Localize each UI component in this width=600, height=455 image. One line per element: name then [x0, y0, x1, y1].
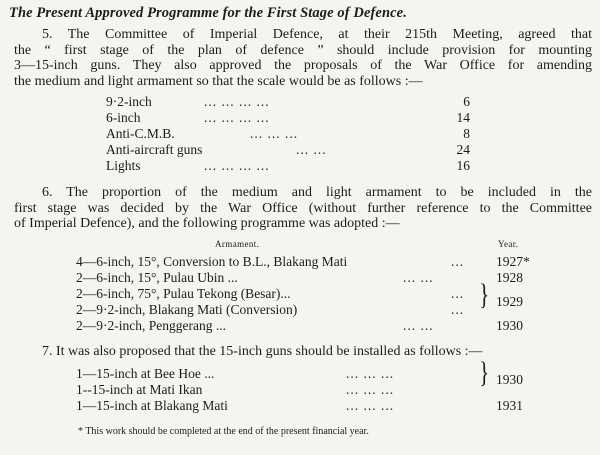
scale-label: Lights: [106, 158, 141, 173]
programme-year: 1930: [496, 318, 523, 333]
column-header-year: Year.: [498, 239, 519, 249]
programme-item: 2—6-inch, 75°, Pulau Tekong (Besar)...: [76, 286, 291, 301]
paragraph-5-line: the medium and light armament so that the scale would be as follows :—: [14, 73, 423, 89]
programme-leader: ...: [451, 254, 465, 269]
scale-label: 9·2-inch: [106, 94, 152, 109]
paragraph-5-line: the “ first stage of the plan of defence ” should include provision for mounting: [14, 42, 592, 58]
scale-row: [0, 110, 600, 125]
paragraph-5-line: 5. The Committee of Imperial Defence, at their 215th Meeting, agreed that: [42, 27, 592, 42]
programme-leader: ...: [451, 286, 465, 301]
scale-leader: ... ... ... ...: [204, 158, 270, 173]
footnote: * This work should be completed at the end of the present financial year.: [78, 426, 369, 437]
paragraph-6-line: first stage was decided by the War Office (without further reference to the Committee: [14, 200, 592, 216]
fifteen-inch-leader: ... ... ...: [346, 366, 395, 381]
scale-row: [0, 142, 600, 157]
paragraph-6: [14, 185, 592, 232]
paragraph-6-line: 6. The proportion of the medium and light armament to be included in the: [42, 185, 592, 200]
fifteen-inch-item: 1—15-inch at Bee Hoe ...: [76, 366, 215, 381]
scale-label: Anti-C.M.B.: [106, 126, 175, 141]
scale-value: 24: [456, 142, 470, 157]
section-heading: The Present Approved Programme for the First Stage of Defence.: [9, 5, 407, 21]
programme-leader: ... ...: [403, 318, 434, 333]
programme-leader: ... ...: [403, 270, 434, 285]
programme-row: [0, 318, 600, 333]
column-header-armament: Armament.: [215, 239, 260, 249]
bracket-year: 1930: [496, 372, 523, 387]
scale-row: [0, 158, 600, 173]
fifteen-inch-item: 1--15-inch at Mati Ikan: [76, 382, 203, 397]
paragraph-7: 7. It was also proposed that the 15-inch guns should be installed as follows :—: [42, 344, 483, 359]
paragraph-5: [14, 27, 592, 89]
fifteen-inch-item: 1—15-inch at Blakang Mati: [76, 398, 228, 413]
fifteen-inch-year: 1931: [496, 398, 523, 413]
programme-year: 1927*: [496, 254, 530, 269]
scale-leader: ... ... ... ...: [204, 110, 270, 125]
scale-value: 6: [463, 94, 470, 109]
fifteen-inch-leader: ... ... ...: [346, 398, 395, 413]
fifteen-inch-leader: ... ... ...: [346, 382, 395, 397]
programme-row: [0, 254, 600, 269]
programme-item: 4—6-inch, 15°, Conversion to B.L., Blakang Mati: [76, 254, 348, 269]
scale-value: 16: [456, 158, 470, 173]
scale-row: [0, 94, 600, 109]
fifteen-inch-row: [0, 398, 600, 413]
scale-value: 8: [463, 126, 470, 141]
bracket-brace: }: [479, 278, 490, 311]
scale-label: Anti-aircraft guns: [106, 142, 203, 157]
programme-leader: ...: [451, 302, 465, 317]
paragraph-5-line: 3—15-inch guns. They also approved the proposals of the War Office for amending: [14, 58, 592, 73]
scale-row: [0, 126, 600, 141]
programme-row: [0, 270, 600, 285]
scale-label: 6-inch: [106, 110, 141, 125]
bracket-brace: }: [479, 356, 490, 389]
scale-leader: ... ...: [296, 142, 327, 157]
programme-item: 2—9·2-inch, Blakang Mati (Conversion): [76, 302, 298, 317]
scale-value: 14: [456, 110, 470, 125]
programme-item: 2—6-inch, 15°, Pulau Ubin ...: [76, 270, 238, 285]
programme-item: 2—9·2-inch, Penggerang ...: [76, 318, 226, 333]
scale-leader: ... ... ...: [250, 126, 299, 141]
paragraph-6-line: of Imperial Defence), and the following programme was adopted :—: [14, 216, 400, 231]
programme-year: 1928: [496, 270, 523, 285]
bracket-year: 1929: [496, 294, 523, 309]
scale-leader: ... ... ... ...: [204, 94, 270, 109]
